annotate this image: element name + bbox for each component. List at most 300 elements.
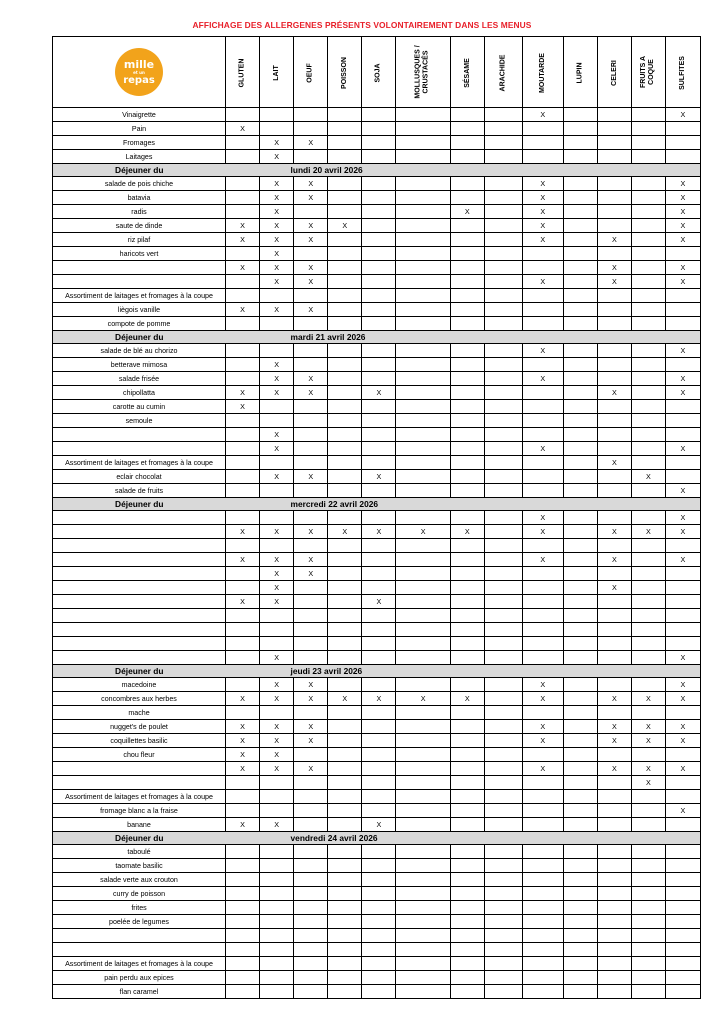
allergen-cell — [294, 957, 328, 971]
allergen-cell: X — [226, 734, 260, 748]
allergen-cell: X — [396, 692, 450, 706]
allergen-cell: X — [597, 581, 631, 595]
allergen-cell — [396, 484, 450, 498]
allergen-cell — [522, 358, 563, 372]
column-header-2 — [294, 37, 328, 108]
allergen-cell — [484, 776, 522, 790]
allergen-cell: X — [260, 762, 294, 776]
allergen-cell: X — [260, 525, 294, 539]
allergen-cell — [597, 400, 631, 414]
allergen-cell — [484, 205, 522, 219]
allergen-cell — [260, 637, 294, 651]
allergen-cell — [563, 971, 597, 985]
allergen-cell — [226, 136, 260, 150]
allergen-cell — [666, 790, 701, 804]
dish-name-cell — [53, 525, 226, 539]
dish-name-cell — [53, 275, 226, 289]
allergen-cell — [362, 233, 396, 247]
allergen-cell: X — [450, 692, 484, 706]
allergen-cell — [396, 386, 450, 400]
column-header-label: SOJA — [374, 63, 382, 83]
allergen-cell — [362, 651, 396, 665]
allergen-cell — [294, 790, 328, 804]
allergen-cell — [260, 845, 294, 859]
allergen-cell — [328, 191, 362, 205]
allergen-cell — [563, 233, 597, 247]
allergen-cell — [631, 484, 665, 498]
table-row — [53, 205, 701, 219]
allergen-cell — [597, 818, 631, 832]
allergen-cell — [631, 414, 665, 428]
day-label: Déjeuner du — [53, 164, 226, 177]
allergen-cell — [328, 344, 362, 358]
allergen-cell — [450, 303, 484, 317]
allergen-cell — [563, 720, 597, 734]
allergen-cell — [631, 845, 665, 859]
allergen-cell — [522, 261, 563, 275]
allergen-cell — [597, 915, 631, 929]
allergen-cell — [522, 386, 563, 400]
allergen-cell — [484, 567, 522, 581]
allergen-cell — [484, 247, 522, 261]
allergen-cell — [631, 275, 665, 289]
allergen-cell: X — [522, 692, 563, 706]
allergen-cell — [328, 804, 362, 818]
allergen-cell — [226, 873, 260, 887]
allergen-cell — [362, 762, 396, 776]
allergen-cell — [328, 108, 362, 122]
allergen-cell — [362, 442, 396, 456]
allergen-cell: X — [226, 818, 260, 832]
allergen-cell — [666, 303, 701, 317]
allergen-cell: X — [666, 553, 701, 567]
allergen-cell — [396, 177, 450, 191]
allergen-cell: X — [522, 442, 563, 456]
allergen-cell — [484, 748, 522, 762]
allergen-cell — [294, 428, 328, 442]
allergen-cell — [396, 720, 450, 734]
allergen-cell — [631, 971, 665, 985]
allergen-cell — [563, 776, 597, 790]
allergen-cell — [260, 790, 294, 804]
allergen-cell — [328, 637, 362, 651]
allergen-cell: X — [522, 233, 563, 247]
allergen-cell: X — [666, 177, 701, 191]
allergen-cell — [396, 929, 450, 943]
allergen-cell — [260, 929, 294, 943]
allergen-cell — [226, 511, 260, 525]
allergen-cell — [597, 595, 631, 609]
table-row — [53, 804, 701, 818]
allergen-cell — [396, 901, 450, 915]
dish-name-cell — [53, 553, 226, 567]
allergen-cell: X — [260, 247, 294, 261]
allergen-cell — [294, 971, 328, 985]
allergen-cell — [362, 901, 396, 915]
allergen-cell — [563, 734, 597, 748]
table-row — [53, 901, 701, 915]
allergen-cell — [226, 275, 260, 289]
allergen-cell: X — [450, 205, 484, 219]
allergen-cell — [597, 845, 631, 859]
allergen-cell — [563, 275, 597, 289]
allergen-cell: X — [328, 692, 362, 706]
allergen-cell — [328, 289, 362, 303]
column-header-6 — [450, 37, 484, 108]
allergen-cell — [328, 414, 362, 428]
allergen-cell — [631, 442, 665, 456]
allergen-cell — [226, 456, 260, 470]
day-header-row — [53, 665, 701, 678]
allergen-cell — [484, 303, 522, 317]
allergen-cell — [563, 873, 597, 887]
allergen-cell — [328, 651, 362, 665]
column-header-10 — [597, 37, 631, 108]
allergen-cell — [666, 539, 701, 553]
allergen-cell: X — [597, 553, 631, 567]
allergen-cell — [484, 553, 522, 567]
allergen-cell — [260, 887, 294, 901]
allergen-cell: X — [666, 525, 701, 539]
allergen-cell — [226, 177, 260, 191]
allergen-cell — [450, 957, 484, 971]
allergen-cell: X — [226, 303, 260, 317]
table-row — [53, 818, 701, 832]
allergen-cell — [450, 428, 484, 442]
allergen-cell — [631, 915, 665, 929]
allergen-cell — [362, 456, 396, 470]
allergen-cell — [484, 177, 522, 191]
allergen-cell — [563, 386, 597, 400]
allergen-cell — [226, 108, 260, 122]
allergen-cell — [666, 971, 701, 985]
allergen-cell — [450, 845, 484, 859]
column-header-label: MOUTARDE — [538, 53, 546, 93]
table-row — [53, 247, 701, 261]
allergen-cell — [294, 943, 328, 957]
allergen-cell: X — [226, 525, 260, 539]
allergen-cell: X — [260, 720, 294, 734]
allergen-cell — [563, 484, 597, 498]
allergen-cell — [631, 303, 665, 317]
allergen-cell — [396, 706, 450, 720]
allergen-cell — [260, 539, 294, 553]
allergen-cell: X — [362, 595, 396, 609]
allergen-cell — [396, 957, 450, 971]
table-row — [53, 219, 701, 233]
dish-name-cell — [53, 595, 226, 609]
allergen-cell: X — [294, 219, 328, 233]
allergen-cell — [328, 428, 362, 442]
allergen-cell — [597, 150, 631, 164]
allergen-cell — [226, 539, 260, 553]
allergen-cell — [396, 289, 450, 303]
table-row — [53, 623, 701, 637]
allergen-cell — [597, 971, 631, 985]
dish-name-cell: pain perdu aux epices — [53, 971, 226, 985]
allergen-cell: X — [226, 261, 260, 275]
allergen-cell — [396, 595, 450, 609]
table-row — [53, 358, 701, 372]
allergen-cell: X — [226, 386, 260, 400]
table-row — [53, 456, 701, 470]
allergen-cell — [450, 122, 484, 136]
allergen-cell — [484, 943, 522, 957]
allergen-cell: X — [260, 386, 294, 400]
allergen-cell: X — [666, 651, 701, 665]
allergen-cell — [362, 553, 396, 567]
allergen-cell — [396, 748, 450, 762]
allergen-cell — [666, 943, 701, 957]
table-row — [53, 651, 701, 665]
allergen-cell — [362, 344, 396, 358]
allergen-cell — [328, 400, 362, 414]
column-header-4 — [362, 37, 396, 108]
allergen-cell — [328, 706, 362, 720]
allergen-cell: X — [260, 748, 294, 762]
allergen-cell — [522, 845, 563, 859]
allergen-cell — [484, 818, 522, 832]
allergen-cell — [666, 859, 701, 873]
allergen-cell — [294, 581, 328, 595]
allergen-cell: X — [666, 678, 701, 692]
allergen-cell — [396, 581, 450, 595]
allergen-cell — [631, 456, 665, 470]
table-row — [53, 748, 701, 762]
allergen-cell — [522, 637, 563, 651]
allergen-cell — [563, 525, 597, 539]
allergen-cell — [226, 985, 260, 999]
allergen-cell — [328, 734, 362, 748]
allergen-cell — [450, 470, 484, 484]
allergen-cell — [631, 609, 665, 623]
allergen-cell — [563, 539, 597, 553]
table-row — [53, 150, 701, 164]
allergen-cell — [563, 762, 597, 776]
allergen-cell — [484, 191, 522, 205]
allergen-cell — [362, 303, 396, 317]
allergen-cell — [522, 748, 563, 762]
dish-name-cell — [53, 762, 226, 776]
allergen-cell — [294, 289, 328, 303]
column-header-label: SULFITES — [678, 56, 686, 90]
allergen-cell — [260, 957, 294, 971]
allergen-cell — [522, 651, 563, 665]
allergen-cell: X — [260, 581, 294, 595]
table-body — [53, 108, 701, 999]
allergen-cell — [666, 150, 701, 164]
allergen-cell — [294, 985, 328, 999]
table-row — [53, 859, 701, 873]
dish-name-cell: Assortiment de laitages et fromages à la coupe — [53, 790, 226, 804]
allergen-cell — [294, 845, 328, 859]
table-row — [53, 706, 701, 720]
allergen-cell — [260, 414, 294, 428]
allergen-cell: X — [666, 511, 701, 525]
allergen-cell — [631, 511, 665, 525]
allergen-cell: X — [666, 191, 701, 205]
dish-name-cell — [53, 428, 226, 442]
allergen-cell — [522, 581, 563, 595]
allergen-cell — [450, 317, 484, 331]
allergen-cell — [294, 511, 328, 525]
table-row — [53, 567, 701, 581]
allergen-cell — [450, 136, 484, 150]
allergen-cell — [666, 637, 701, 651]
allergen-cell: X — [666, 484, 701, 498]
allergen-cell — [396, 790, 450, 804]
table-row — [53, 734, 701, 748]
allergen-cell: X — [522, 734, 563, 748]
allergen-cell — [450, 678, 484, 692]
allergen-cell — [396, 623, 450, 637]
table-row — [53, 971, 701, 985]
allergen-cell: X — [260, 275, 294, 289]
allergen-cell — [362, 943, 396, 957]
allergen-cell: X — [522, 205, 563, 219]
allergen-cell — [396, 553, 450, 567]
allergen-cell — [563, 372, 597, 386]
allergen-cell — [522, 136, 563, 150]
allergen-cell — [484, 720, 522, 734]
allergen-cell — [450, 609, 484, 623]
allergen-cell — [597, 511, 631, 525]
column-header-label: MOLLUSQUES / CRUSTACÉS — [415, 45, 431, 99]
allergen-cell — [666, 470, 701, 484]
allergen-cell — [450, 191, 484, 205]
allergen-cell — [226, 776, 260, 790]
allergen-cell: X — [450, 525, 484, 539]
allergen-cell: X — [260, 678, 294, 692]
allergen-cell — [328, 609, 362, 623]
allergen-cell — [450, 651, 484, 665]
allergen-cell: X — [294, 303, 328, 317]
allergen-cell — [294, 414, 328, 428]
allergen-cell — [396, 358, 450, 372]
allergen-cell — [666, 748, 701, 762]
allergen-cell — [522, 873, 563, 887]
allergen-cell — [328, 261, 362, 275]
allergen-cell — [597, 289, 631, 303]
allergen-cell — [597, 887, 631, 901]
table-row — [53, 275, 701, 289]
allergen-cell — [597, 414, 631, 428]
allergen-cell — [522, 303, 563, 317]
allergen-cell — [260, 289, 294, 303]
allergen-cell — [260, 484, 294, 498]
allergen-cell — [396, 776, 450, 790]
column-header-5 — [396, 37, 450, 108]
allergen-cell — [450, 233, 484, 247]
allergen-cell — [396, 887, 450, 901]
allergen-cell — [631, 929, 665, 943]
allergen-cell — [294, 859, 328, 873]
allergen-cell — [328, 511, 362, 525]
allergen-cell: X — [226, 762, 260, 776]
allergen-cell — [362, 539, 396, 553]
dish-name-cell: batavia — [53, 191, 226, 205]
allergen-cell — [597, 748, 631, 762]
allergen-cell — [362, 317, 396, 331]
allergen-cell — [396, 205, 450, 219]
table-row — [53, 525, 701, 539]
allergen-cell — [260, 317, 294, 331]
allergen-cell — [396, 539, 450, 553]
allergen-cell — [328, 386, 362, 400]
allergen-cell — [328, 136, 362, 150]
allergen-cell: X — [294, 386, 328, 400]
allergen-cell — [631, 247, 665, 261]
allergen-cell — [631, 887, 665, 901]
allergen-cell — [226, 372, 260, 386]
allergen-cell — [631, 344, 665, 358]
allergen-cell — [631, 539, 665, 553]
allergen-cell — [666, 776, 701, 790]
allergen-cell: X — [522, 275, 563, 289]
allergen-cell — [597, 651, 631, 665]
allergen-cell — [294, 887, 328, 901]
dish-name-cell: concombres aux herbes — [53, 692, 226, 706]
allergen-cell — [362, 929, 396, 943]
allergen-cell: X — [328, 219, 362, 233]
allergen-cell — [631, 748, 665, 762]
allergen-cell — [631, 706, 665, 720]
allergen-cell: X — [294, 553, 328, 567]
allergen-cell — [522, 818, 563, 832]
allergen-cell — [484, 233, 522, 247]
allergen-cell — [294, 456, 328, 470]
allergen-cell — [362, 734, 396, 748]
allergen-cell — [522, 943, 563, 957]
dish-name-cell: Assortiment de laitages et fromages à la coupe — [53, 957, 226, 971]
allergen-cell — [328, 317, 362, 331]
allergen-cell — [522, 929, 563, 943]
allergen-cell — [522, 470, 563, 484]
allergen-cell — [484, 136, 522, 150]
allergen-cell: X — [666, 205, 701, 219]
allergen-cell — [631, 637, 665, 651]
column-header-label: GLUTEN — [238, 58, 246, 88]
allergen-cell — [563, 191, 597, 205]
allergen-cell — [226, 205, 260, 219]
allergen-cell — [597, 859, 631, 873]
allergen-cell — [450, 804, 484, 818]
allergen-cell — [396, 985, 450, 999]
dish-name-cell — [53, 539, 226, 553]
allergen-cell — [666, 706, 701, 720]
allergen-cell: X — [362, 818, 396, 832]
logo-text-mille: mille — [123, 57, 155, 71]
allergen-cell — [597, 567, 631, 581]
allergen-cell — [260, 804, 294, 818]
allergen-cell — [563, 845, 597, 859]
allergen-cell — [522, 706, 563, 720]
day-date: vendredi 24 avril 2026 — [226, 832, 701, 845]
allergen-cell — [260, 901, 294, 915]
allergen-cell — [484, 901, 522, 915]
allergen-cell: X — [260, 734, 294, 748]
allergen-cell — [226, 247, 260, 261]
allergen-cell — [563, 289, 597, 303]
allergen-cell — [226, 651, 260, 665]
table-row — [53, 344, 701, 358]
allergen-cell — [631, 122, 665, 136]
allergen-cell — [484, 317, 522, 331]
allergen-cell — [563, 177, 597, 191]
allergen-cell — [396, 303, 450, 317]
allergen-cell: X — [597, 734, 631, 748]
allergen-cell — [294, 804, 328, 818]
